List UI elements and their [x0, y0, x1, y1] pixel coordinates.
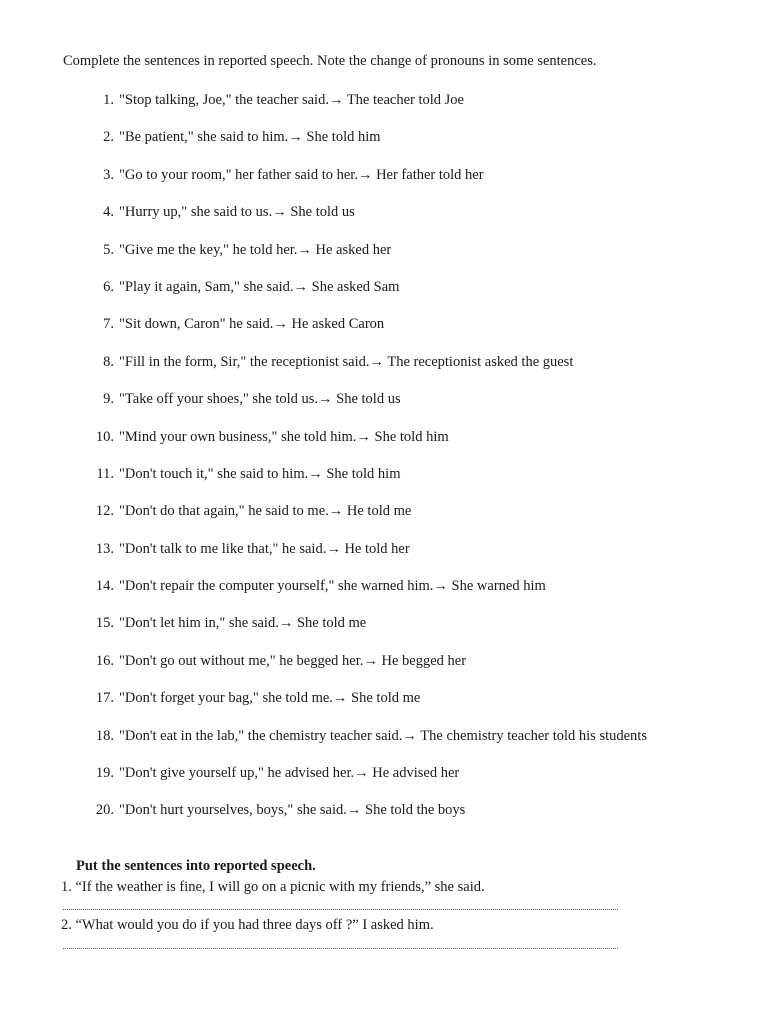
exercise-item [0, 501, 679, 521]
exercise-number: 1. [103, 92, 114, 108]
exercise-item [0, 613, 679, 633]
exercise-sentence: "Don't give yourself up," he advised her.→ He advised her [119, 765, 460, 782]
exercise-item [0, 314, 679, 334]
exercise-number: 18. [95, 727, 114, 744]
exercise-sentence: "Be patient," she said to him.→ She told him [119, 129, 381, 146]
exercise-sentence: "Hurry up," she said to us.→ She told us [119, 204, 355, 221]
exercise-item [0, 202, 679, 222]
exercise-item [0, 240, 679, 260]
exercise-sentence: "Fill in the form, Sir," the receptionist said.→ The receptionist asked the guest [119, 353, 574, 370]
exercise-item [0, 539, 679, 559]
exercise-sentence: "Give me the key," he told her.→ He asked her [119, 241, 392, 258]
reported-speech-task: 2. “What would you do if you had three days off ?” I asked him. [61, 917, 434, 933]
exercise-number: 12. [95, 503, 114, 520]
exercise-number: 15. [95, 615, 114, 632]
reported-speech-task: 1. “If the weather is fine, I will go on a picnic with my friends,” she said. [61, 879, 485, 895]
exercise-sentence: "Go to your room," her father said to her.→ Her father told her [119, 166, 484, 183]
part2-heading: Put the sentences into reported speech. [76, 858, 316, 874]
exercise-number: 5. [103, 241, 114, 258]
exercise-sentence: "Don't do that again," he said to me.→ He told me [119, 503, 412, 520]
exercise-item [0, 277, 679, 297]
exercise-number: 8. [103, 353, 114, 370]
exercise-sentence: "Sit down, Caron" he said.→ He asked Caron [119, 316, 385, 333]
exercise-number: 4. [103, 204, 114, 221]
exercise-sentence: "Stop talking, Joe," the teacher said.→ The teacher told Joe [119, 92, 464, 108]
exercise-number: 11. [96, 465, 114, 482]
exercise-number: 13. [95, 540, 114, 557]
exercise-number: 16. [95, 652, 114, 669]
exercise-list [0, 90, 768, 838]
exercise-sentence: "Don't hurt yourselves, boys," she said.→ She told the boys [119, 802, 466, 819]
exercise-number: 19. [95, 765, 114, 782]
exercise-number: 2. [103, 129, 114, 146]
exercise-number: 7. [103, 316, 114, 333]
exercise-number: 3. [103, 166, 114, 183]
exercise-sentence: "Don't repair the computer yourself," she warned him.→ She warned him [119, 578, 546, 595]
exercise-item [0, 800, 679, 820]
exercise-item [0, 389, 679, 409]
exercise-sentence: "Don't forget your bag," she told me.→ She told me [119, 690, 421, 707]
exercise-item [0, 90, 679, 110]
exercise-item [0, 127, 679, 147]
exercise-number: 10. [95, 428, 114, 445]
instruction-text: Complete the sentences in reported speech. Note the change of pronouns in some sentences. [63, 53, 597, 69]
exercise-sentence: "Don't eat in the lab," the chemistry teacher said.→ The chemistry teacher told his students [119, 727, 647, 744]
exercise-item [0, 352, 679, 372]
exercise-item [0, 688, 679, 708]
exercise-number: 14. [95, 578, 114, 595]
exercise-sentence: "Take off your shoes," she told us.→ She told us [119, 391, 401, 408]
exercise-item [0, 427, 679, 447]
answer-line[interactable] [63, 909, 618, 910]
exercise-item [0, 763, 679, 783]
exercise-sentence: "Don't let him in," she said.→ She told me [119, 615, 367, 632]
exercise-item [0, 576, 679, 596]
exercise-item [0, 651, 679, 671]
exercise-sentence: "Don't touch it," she said to him.→ She told him [119, 465, 401, 482]
exercise-item [0, 726, 679, 746]
exercise-sentence: "Play it again, Sam," she said.→ She asked Sam [119, 278, 400, 295]
exercise-number: 17. [95, 690, 114, 707]
exercise-number: 9. [103, 391, 114, 408]
exercise-sentence: "Mind your own business," she told him.→ She told him [119, 428, 449, 445]
exercise-item [0, 464, 679, 484]
exercise-number: 6. [103, 278, 114, 295]
exercise-number: 20. [95, 802, 114, 819]
exercise-sentence: "Don't go out without me," he begged her.→ He begged her [119, 652, 467, 669]
exercise-sentence: "Don't talk to me like that," he said.→ He told her [119, 540, 410, 557]
exercise-item [0, 165, 679, 185]
answer-line[interactable] [63, 948, 618, 949]
